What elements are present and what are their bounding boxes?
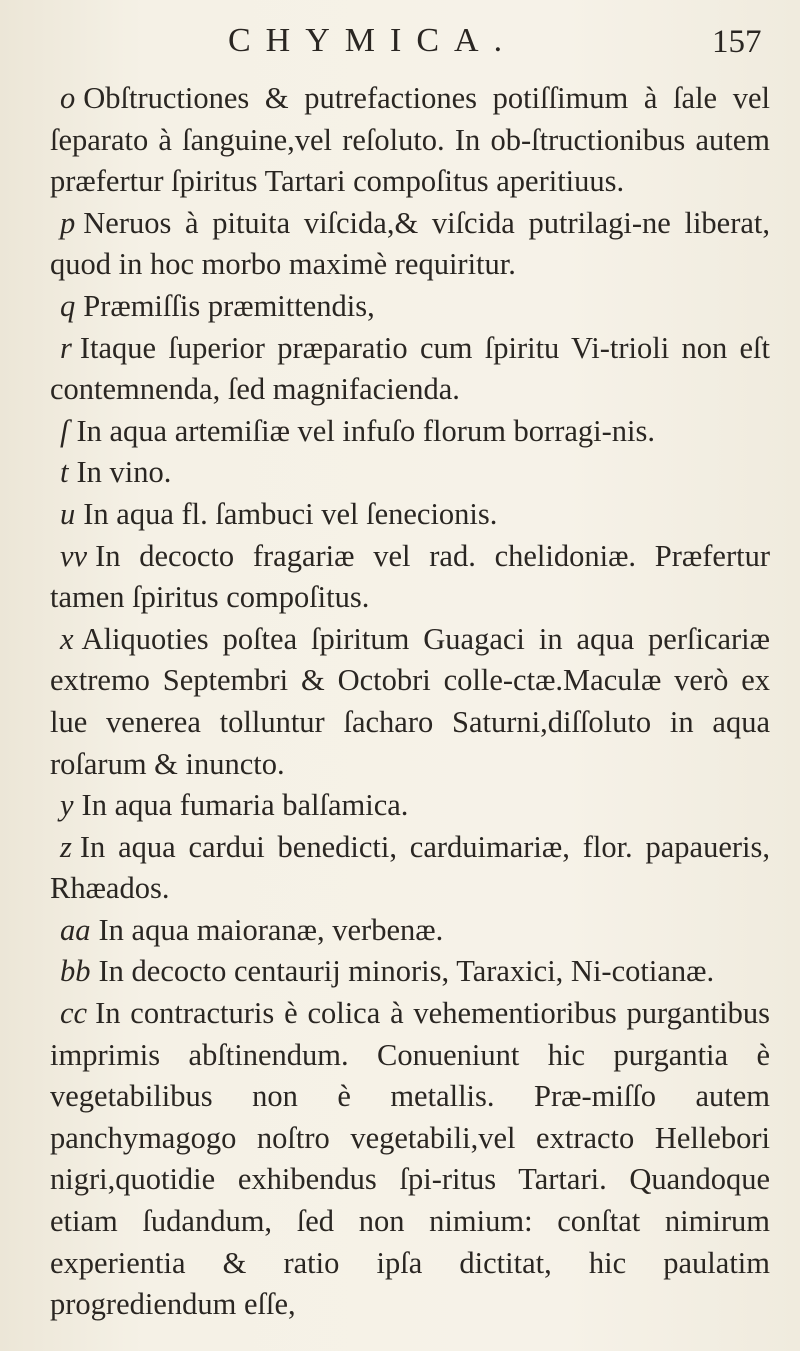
page-header — [0, 14, 800, 74]
note-r: r Itaque ſuperior præparatio cum ſpiritu Vi-trioli non eſt contemnenda, ſed magnifacienda. — [50, 330, 770, 407]
note-s: ſ In aqua artemiſiæ vel infuſo florum borragi-nis. — [60, 413, 655, 448]
page-number: 157 — [712, 24, 762, 60]
note-bb: bb In decocto centaurij minoris, Taraxici, Ni-cotianæ. — [60, 954, 715, 989]
note-p: p Neruos à pituita viſcida,& viſcida putrilagi-ne liberat, quod in hoc morbo maximè requiritur. — [50, 205, 770, 282]
note-q: q Præmiſſis præmittendis, — [60, 288, 375, 323]
note-y: y In aqua fumaria balſamica. — [60, 788, 409, 823]
notes-text — [50, 78, 770, 1326]
note-aa: aa In aqua maioranæ, verbenæ. — [60, 912, 444, 947]
note-z: z In aqua cardui benedicti, carduimariæ, flor. papaueris, Rhæados. — [50, 829, 770, 906]
note-u: u In aqua fl. ſambuci vel ſenecionis. — [60, 496, 498, 531]
running-head: CHYMICA. — [228, 22, 518, 59]
note-x: x Aliquoties poſtea ſpiritum Guagaci in aqua perſicariæ extremo Septembri & Octobri colle-ctæ.Maculæ verò ex lue venerea tolluntur ſacharo Saturni,diſſoluto in aqua roſarum & inuncto. — [50, 621, 770, 781]
note-cc: cc In contracturis è colica à vehementioribus purgantibus imprimis abſtinendum. Conueniunt hic purgantia è vegetabilibus non è metallis. Præ-miſſo autem panchymagogo noſtro vegetabili,vel extracto Hellebori nigri,quotidie exhibendus ſpi-ritus Tartari. Quandoque etiam ſudandum, ſed non nimium: conſtat nimirum experientia & ratio ipſa dictitat, hic paulatim progrediendum eſſe, — [50, 996, 770, 1322]
note-t: t In vino. — [60, 455, 172, 490]
note-vv: vv In decocto fragariæ vel rad. chelidoniæ. Præfertur tamen ſpiritus compoſitus. — [50, 538, 770, 615]
note-o: o Obſtructiones & putrefactiones potiſſimum à ſale vel ſeparato à ſanguine,vel reſoluto. In ob-ſtructionibus autem præfertur ſpiritus Tartari compoſitus aperitiuus. — [50, 81, 770, 199]
